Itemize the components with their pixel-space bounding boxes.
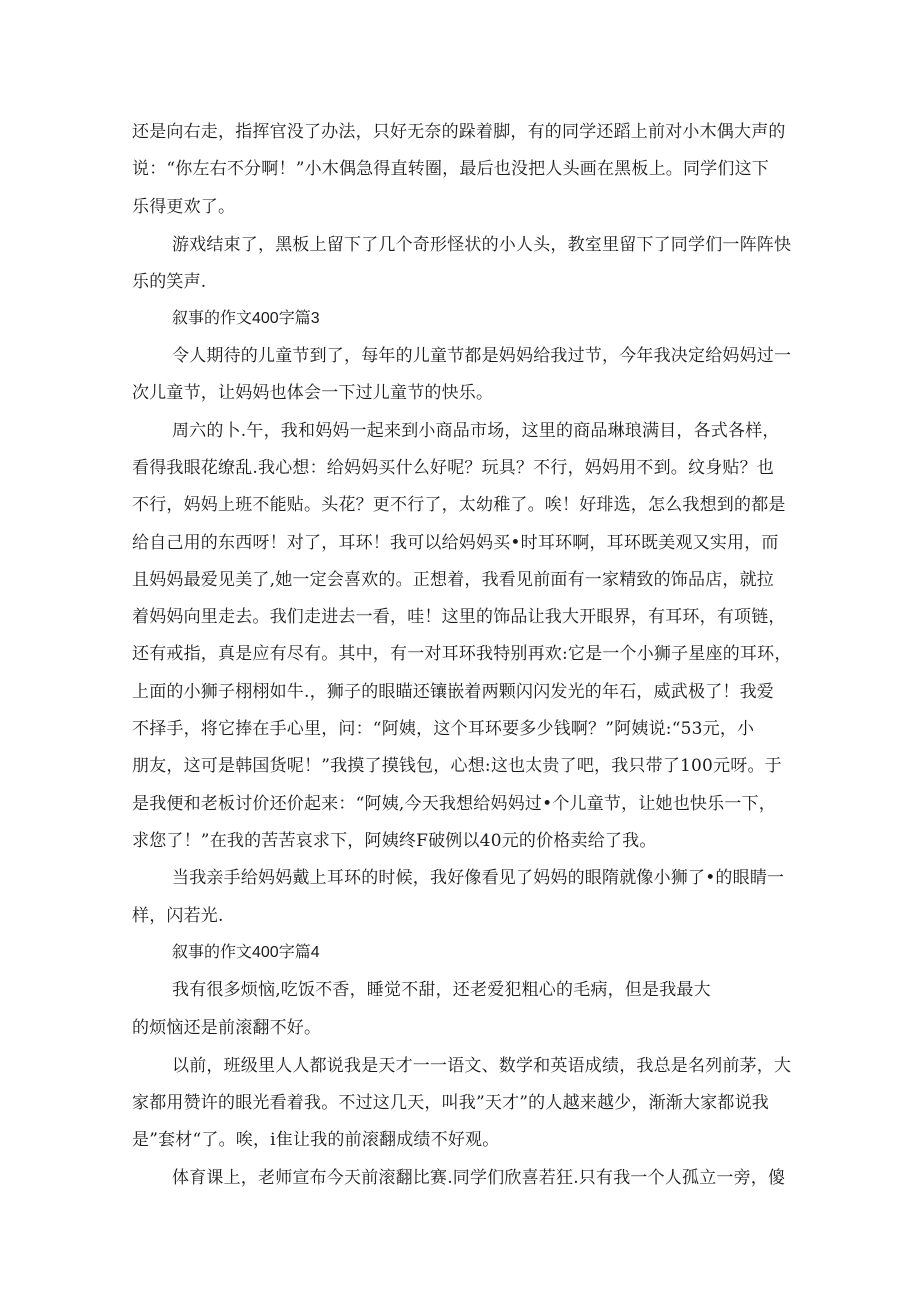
paragraph-line: 给自己用的东西呀！对了，耳环！我可以给妈妈买•时耳环啊，耳环既美观又实用，而 — [132, 533, 779, 553]
paragraph-line: 游戏结束了，黑板上留下了几个奇形怪状的小人头，教室里留下了同学们一阵阵快 — [172, 235, 792, 255]
section-heading-3: 叙事的作文400字篇3 — [172, 310, 320, 327]
paragraph-line: 还有戒指，真是应有尽有。其中，有一对耳环我特别再欢:它是一个小狮子星座的耳环， — [132, 644, 792, 664]
paragraph-line: 周六的卜.午，我和妈妈一起来到小商品市场，这里的商品琳琅满目，各式各样， — [172, 421, 780, 441]
paragraph-line: 求您了！”在我的苦苦哀求下，阿姨终F破例以40元的价格卖给了我。 — [132, 831, 657, 851]
paragraph-line: 样，闪若光. — [132, 906, 224, 926]
paragraph-line: 还是向右走，指挥官没了办法，只好无奈的跺着脚，有的同学还蹈上前对小木偶大声的 — [132, 122, 786, 142]
paragraph-line: 且妈妈最爱见美了,她一定会喜欢的。正想着，我看见前面有一家精致的饰品店，就拉 — [132, 570, 775, 590]
paragraph-line: 朋友，这可是韩国货呢！”我摸了摸钱包，心想:这也太贵了吧，我只带了100元呀。于 — [132, 756, 782, 776]
paragraph-line: 令人期待的儿童节到了，每年的儿童节都是妈妈给我过节，今年我决定给妈妈过一 — [172, 346, 792, 366]
paragraph-line: 次儿童节，让妈妈也体会一下过儿童节的快乐。 — [132, 383, 494, 403]
paragraph-line: 不行，妈妈上班不能贴。头花？更不行了，太幼稚了。唉！好琲选，怎么我想到的都是 — [132, 495, 786, 515]
paragraph-line: 当我亲手给妈妈戴上耳环的时候，我好像看见了妈妈的眼隋就像小狮了•的眼睛一 — [172, 868, 785, 888]
paragraph-line: 体育课上，老师宣布今天前滚翻比赛.同学们欣喜若狂.只有我一个人孤立一旁，傻 — [172, 1168, 786, 1188]
paragraph-line: 说：“你左右不分啊！”小木偶急得直转圈，最后也没把人头画在黑板上。同学们这下 — [132, 159, 769, 179]
paragraph-line: 乐的笑声. — [132, 272, 207, 292]
paragraph-line: 着妈妈向里走去。我们走进去一看，哇！这里的饰品让我大开眼界，有耳环，有项链， — [132, 607, 786, 627]
paragraph-line: 乐得更欢了。 — [132, 197, 236, 217]
paragraph-line: 是”套材“了。唉，i隹让我的前滚翻成绩不好观。 — [132, 1130, 500, 1150]
paragraph-line: 我有很多烦恼,吃饭不香，睡觉不甜，还老爱犯粗心的毛病，但是我最大 — [172, 980, 711, 1000]
paragraph-line: 上面的小狮子栩栩如牛.，狮子的眼瞄还镶嵌着两颗闪闪发光的年石，威武极了！我爱 — [132, 682, 775, 702]
paragraph-line: 看得我眼花缭乱.我心想：给妈妈买什么好呢？玩具？不行，妈妈用不到。纹身贴？也 — [132, 458, 775, 478]
paragraph-line: 的烦恼还是前滚翻不好。 — [132, 1018, 322, 1038]
paragraph-line: 家都用赞许的眼光看着我。不过这几天，叫我”天才”的人越来越少，渐渐大家都说我 — [132, 1093, 769, 1113]
paragraph-line: 不择手，将它捧在手心里，问：“阿姨，这个耳环要多少钱啊？”阿姨说:“53元，小 — [132, 719, 755, 739]
paragraph-line: 是我便和老板讨价还价起来：“阿姨,今天我想给妈妈过•个儿童节，让她也快乐一下， — [132, 794, 776, 814]
paragraph-line: 以前，班级里人人都说我是天才一一语文、数学和英语成绩，我总是名列前茅，大 — [172, 1056, 792, 1076]
section-heading-4: 叙事的作文400字篇4 — [172, 944, 320, 961]
